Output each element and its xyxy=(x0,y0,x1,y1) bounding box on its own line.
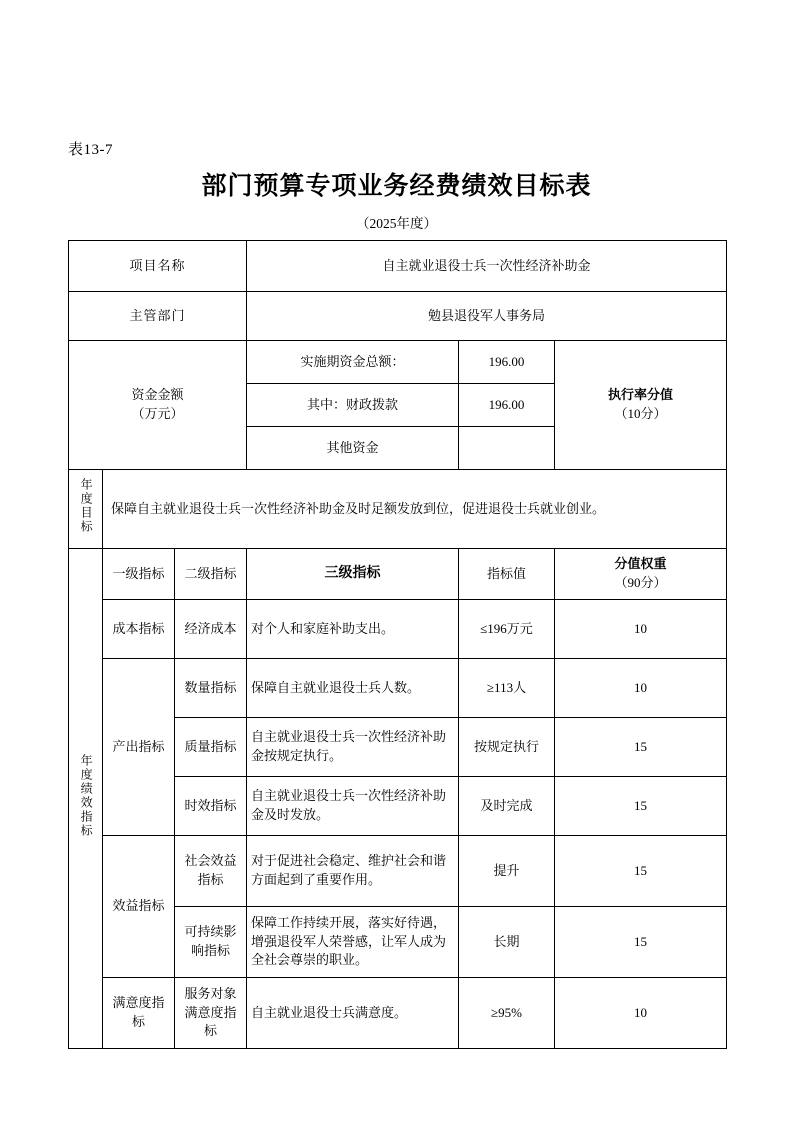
indicator-level2: 经济成本 xyxy=(175,600,247,659)
execution-rate-score-label xyxy=(555,341,727,470)
funding-amount-label-line1: 资金金额 xyxy=(131,387,184,403)
indicator-level3: 自主就业退役士兵一次性经济补助金及时发放。 xyxy=(247,777,459,836)
indicator-level2: 社会效益指标 xyxy=(175,836,247,907)
other-funding-value xyxy=(459,427,555,470)
project-name-value: 自主就业退役士兵一次性经济补助金 xyxy=(247,241,727,292)
table-label: 表13-7 xyxy=(68,142,113,158)
indicator-level3: 保障自主就业退役士兵人数。 xyxy=(247,659,459,718)
indicator-level2: 时效指标 xyxy=(175,777,247,836)
indicator-value: ≥95% xyxy=(459,978,555,1049)
column-header-level3: 三级指标 xyxy=(247,549,459,600)
table-row-annual-goal xyxy=(69,470,727,549)
indicator-weight: 15 xyxy=(555,907,727,978)
indicator-level3: 保障工作持续开展，落实好待遇，增强退役军人荣誉感，让军人成为全社会尊崇的职业。 xyxy=(247,907,459,978)
column-header-level2: 二级指标 xyxy=(175,549,247,600)
table-row-indicator-header xyxy=(69,549,727,600)
indicator-level1: 产出指标 xyxy=(103,659,175,836)
indicator-level1: 成本指标 xyxy=(103,600,175,659)
funding-amount-label-line2: （万元） xyxy=(131,406,184,421)
annual-goal-text: 保障自主就业退役士兵一次性经济补助金及时足额发放到位，促进退役士兵就业创业。 xyxy=(103,470,727,549)
indicator-weight: 15 xyxy=(555,718,727,777)
execution-rate-score-line2: （10分） xyxy=(614,406,667,421)
indicator-level1: 效益指标 xyxy=(103,836,175,978)
page-title: 部门预算专项业务经费绩效目标表 xyxy=(201,173,592,200)
indicator-value: 及时完成 xyxy=(459,777,555,836)
column-header-value: 指标值 xyxy=(459,549,555,600)
column-header-weight-line1: 分值权重 xyxy=(614,556,667,572)
indicator-weight: 10 xyxy=(555,659,727,718)
total-funding-label: 实施期资金总额： xyxy=(247,341,459,384)
indicator-weight: 10 xyxy=(555,600,727,659)
table-row-project-name xyxy=(69,241,727,292)
total-funding-value: 196.00 xyxy=(459,341,555,384)
indicator-level3: 对于促进社会稳定、维护社会和谐方面起到了重要作用。 xyxy=(247,836,459,907)
other-funding-label: 其他资金 xyxy=(247,427,459,470)
department-value: 勉县退役军人事务局 xyxy=(247,292,727,341)
indicator-value: 按规定执行 xyxy=(459,718,555,777)
column-header-weight-line2: （90分） xyxy=(614,575,667,590)
project-name-label: 项目名称 xyxy=(69,241,247,292)
indicator-level2: 质量指标 xyxy=(175,718,247,777)
column-header-weight xyxy=(555,549,727,600)
annual-performance-indicator-side-label-text: 年度绩效指标 xyxy=(79,753,94,838)
table-row xyxy=(69,978,727,1049)
indicator-level3: 自主就业退役士兵满意度。 xyxy=(247,978,459,1049)
table-row xyxy=(69,659,727,718)
table-row xyxy=(69,836,727,907)
execution-rate-score-line1: 执行率分值 xyxy=(608,387,674,403)
annual-performance-indicator-side-label xyxy=(69,549,103,1049)
annual-goal-side-label-text: 年度目标 xyxy=(79,478,94,535)
indicator-value: 提升 xyxy=(459,836,555,907)
indicator-value: 长期 xyxy=(459,907,555,978)
performance-goal-table xyxy=(68,240,727,1049)
indicator-level2: 服务对象满意度指标 xyxy=(175,978,247,1049)
table-row-department xyxy=(69,292,727,341)
indicator-weight: 15 xyxy=(555,777,727,836)
indicator-level1: 满意度指标 xyxy=(103,978,175,1049)
indicator-level2: 可持续影响指标 xyxy=(175,907,247,978)
indicator-weight: 10 xyxy=(555,978,727,1049)
indicator-value: ≥113人 xyxy=(459,659,555,718)
indicator-weight: 15 xyxy=(555,836,727,907)
indicator-level2: 数量指标 xyxy=(175,659,247,718)
table-row xyxy=(69,600,727,659)
funding-amount-label xyxy=(69,341,247,470)
fiscal-appropriation-label: 其中：财政拨款 xyxy=(247,384,459,427)
fiscal-appropriation-value: 196.00 xyxy=(459,384,555,427)
indicator-level3: 对个人和家庭补助支出。 xyxy=(247,600,459,659)
indicator-level3: 自主就业退役士兵一次性经济补助金按规定执行。 xyxy=(247,718,459,777)
table-row-funding-total xyxy=(69,341,727,384)
indicator-value: ≤196万元 xyxy=(459,600,555,659)
department-label: 主管部门 xyxy=(69,292,247,341)
performance-goal-table-wrapper xyxy=(68,240,726,1049)
column-header-level1: 一级指标 xyxy=(103,549,175,600)
page-subtitle: （2025年度） xyxy=(356,216,437,231)
annual-goal-side-label xyxy=(69,470,103,549)
